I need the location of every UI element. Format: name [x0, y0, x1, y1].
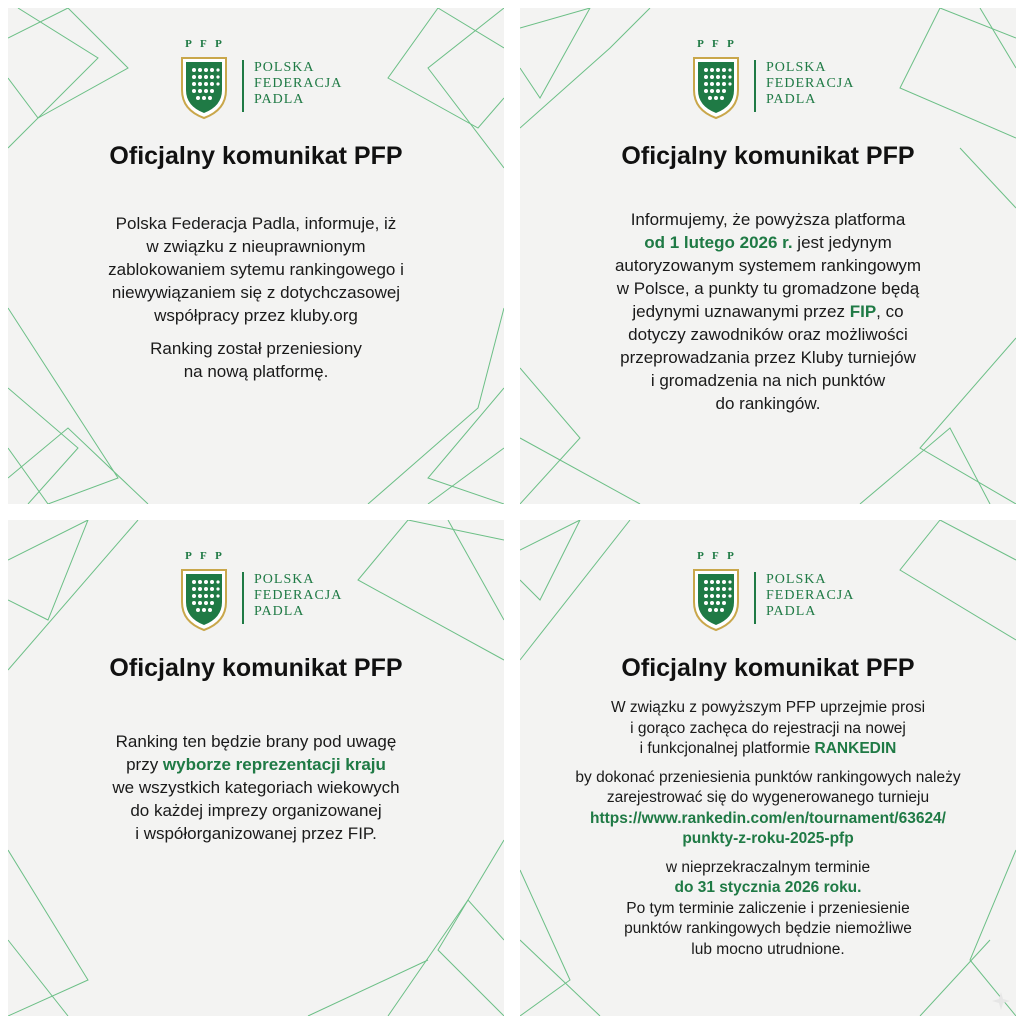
logo-name-line1: POLSKA [766, 60, 827, 75]
logo-name [254, 60, 342, 108]
body-line: Polska Federacja Padla, informuje, iż [115, 214, 397, 233]
pfp-logo [686, 550, 866, 636]
announcement-body [28, 730, 484, 845]
logo-name-line3: PADLA [766, 92, 817, 107]
body-line: W związku z powyższym PFP uprzejmie prosi [610, 699, 926, 716]
body-line: Ranking został przeniesiony [150, 339, 362, 358]
logo-divider [242, 60, 244, 112]
logo-name-line3: PADLA [254, 92, 305, 107]
body-line: przy wyborze reprezentacji kraju [126, 755, 386, 774]
body-line: lub mocno utrudnione. [691, 940, 845, 958]
logo-abbreviation: P F P [185, 550, 225, 562]
announcement-panel-2 [520, 8, 1016, 504]
logo-name [766, 572, 854, 620]
logo-name-line2: FEDERACJA [766, 588, 855, 603]
logo-name-line1: POLSKA [254, 60, 315, 75]
body-line: i współorganizowanej przez FIP. [135, 824, 377, 843]
announcement-title: Oficjalny komunikat PFP [621, 654, 915, 682]
deadline-highlight: do 31 stycznia 2026 roku. [674, 879, 862, 896]
body-line: współpracy przez kluby.org [154, 306, 358, 325]
shield-icon [686, 550, 746, 636]
body-line: w Polsce, a punkty tu gromadzone będą [616, 279, 920, 298]
announcement-title: Oficjalny komunikat PFP [621, 142, 915, 170]
body-line: przeprowadzania przez Kluby turniejów [620, 348, 916, 367]
body-line: Po tym terminie zaliczenie i przeniesienie [626, 899, 910, 917]
logo-name-line2: FEDERACJA [254, 588, 343, 603]
fip-highlight: FIP [849, 302, 877, 321]
body-line: od 1 lutego 2026 r. jest jedynym [644, 233, 892, 252]
body-line: Informujemy, że powyższa platforma [630, 210, 906, 229]
body-line: w związku z nieuprawnionym [146, 237, 366, 256]
logo-name-line3: PADLA [766, 604, 817, 619]
body-line: w nieprzekraczalnym terminie [665, 858, 871, 876]
body-line: i gromadzenia na nich punktów [650, 371, 886, 390]
logo-divider [754, 60, 756, 112]
body-line: jedynymi uznawanymi przez FIP, co [632, 302, 904, 321]
sparkle-icon [992, 992, 1010, 1010]
logo-abbreviation: P F P [697, 38, 737, 50]
body-line: zarejestrować się do wygenerowanego turnieju [606, 789, 930, 806]
pfp-logo [174, 38, 354, 124]
date-highlight: od 1 lutego 2026 r. [644, 233, 793, 252]
national-team-highlight: wyborze reprezentacji kraju [162, 755, 386, 774]
body-line: i funkcjonalnej platformie RANKEDIN [639, 740, 897, 757]
pfp-logo [174, 550, 354, 636]
body-line: dotyczy zawodników oraz możliwości [628, 325, 908, 344]
logo-name-line1: POLSKA [254, 572, 315, 587]
tournament-link-cont[interactable]: punkty-z-roku-2025-pfp [682, 830, 854, 847]
logo-abbreviation: P F P [697, 550, 737, 562]
shield-icon [174, 550, 234, 636]
announcement-body [540, 698, 996, 960]
logo-divider [754, 572, 756, 624]
body-line: i gorąco zachęca do rejestracji na nowej [630, 719, 906, 737]
logo-name-line2: FEDERACJA [766, 76, 855, 91]
body-line: niewywiązaniem się z dotychczasowej [111, 283, 401, 302]
body-line: zablokowaniem sytemu rankingowego i [108, 260, 404, 279]
logo-name-line1: POLSKA [766, 572, 827, 587]
logo-divider [242, 572, 244, 624]
shield-icon [686, 38, 746, 124]
pfp-logo [686, 38, 866, 124]
logo-name-line3: PADLA [254, 604, 305, 619]
tournament-link[interactable]: https://www.rankedin.com/en/tournament/63624/ [589, 809, 946, 827]
body-line: do każdej imprezy organizowanej [130, 801, 382, 820]
announcement-title: Oficjalny komunikat PFP [109, 142, 403, 170]
announcement-panel-3 [8, 520, 504, 1016]
body-line: na nową platformę. [183, 362, 329, 381]
logo-name [254, 572, 342, 620]
announcement-title: Oficjalny komunikat PFP [109, 654, 403, 682]
announcement-body [540, 208, 996, 415]
body-line: by dokonać przeniesienia punktów rankingowych należy [575, 768, 961, 786]
announcement-panel-1 [8, 8, 504, 504]
rankedin-highlight: RANKEDIN [814, 740, 897, 757]
logo-abbreviation: P F P [185, 38, 225, 50]
body-line: do rankingów. [715, 394, 821, 413]
body-line: we wszystkich kategoriach wiekowych [112, 778, 400, 797]
logo-name [766, 60, 854, 108]
shield-icon [174, 38, 234, 124]
body-line: punktów rankingowych będzie niemożliwe [624, 920, 912, 937]
body-line: Ranking ten będzie brany pod uwagę [115, 732, 397, 751]
announcement-panel-4 [520, 520, 1016, 1016]
announcement-body [28, 212, 484, 383]
body-line: autoryzowanym systemem rankingowym [614, 256, 922, 275]
logo-name-line2: FEDERACJA [254, 76, 343, 91]
